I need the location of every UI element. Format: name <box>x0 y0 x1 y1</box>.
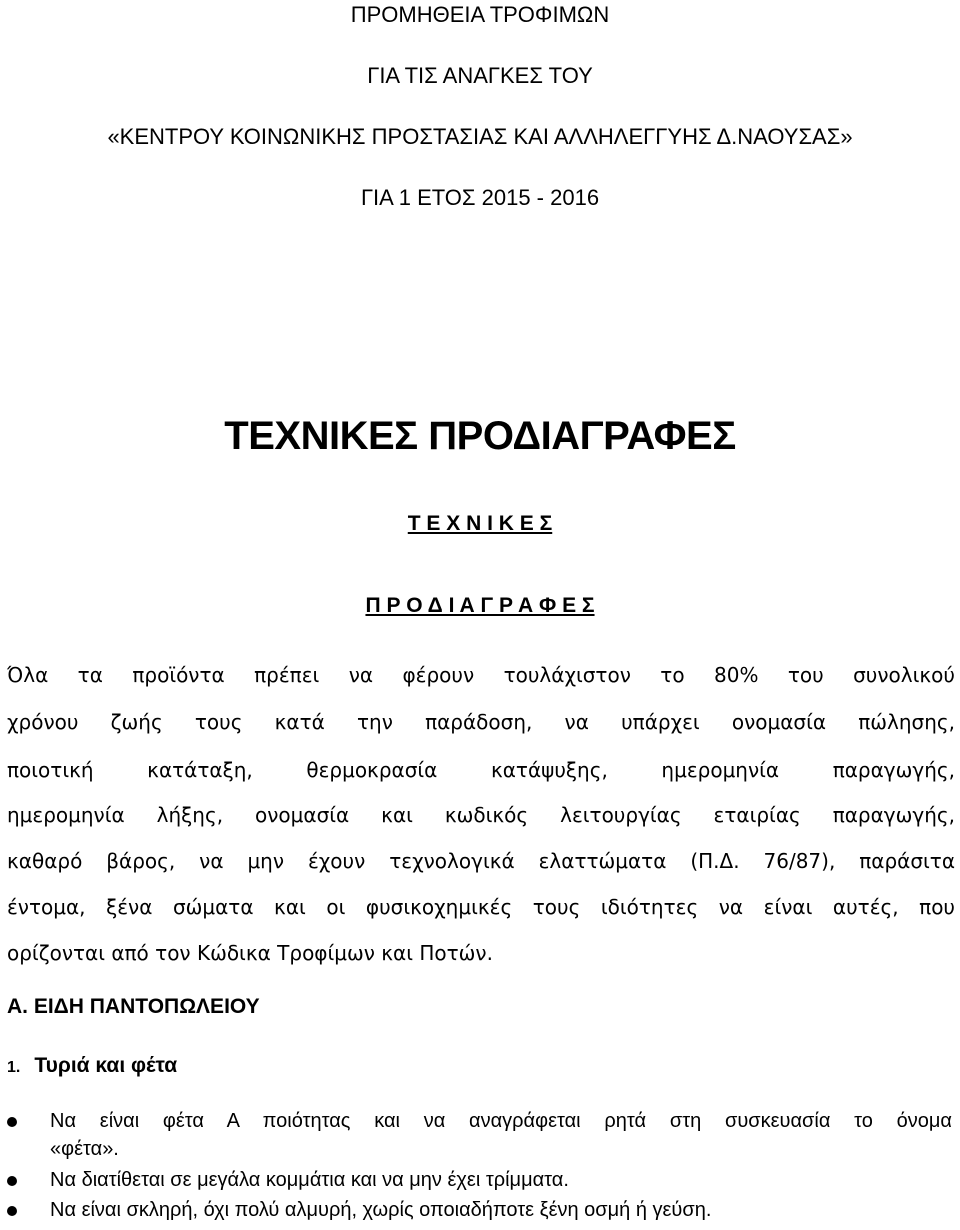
bullet-dot <box>7 1176 17 1186</box>
paragraph-line: έντομα, ξένα σώματα και οι φυσικοχημικές τους ιδιότητες να είναι αυτές, που <box>7 895 955 919</box>
paragraph-line: ορίζονται από τον Κώδικα Τροφίμων και Ποτών. <box>7 941 493 965</box>
bullet-text: Να είναι φέτα Α ποιότητας και να αναγράφεται ρητά στη συσκευασία το όνομα <box>50 1110 952 1132</box>
bullet-text: Να διατίθεται σε μεγάλα κομμάτια και να μην έχει τρίμματα. <box>50 1169 569 1191</box>
bullet-dot <box>7 1117 17 1127</box>
paragraph-line: χρόνου ζωής τους κατά την παράδοση, να υπάρχει ονομασία πώλησης, <box>7 710 955 734</box>
header-line-3: «ΚΕΝΤΡΟΥ ΚΟΙΝΩΝΙΚΗΣ ΠΡΟΣΤΑΣΙΑΣ ΚΑΙ ΑΛΛΗΛΕΓΓΥΗΣ Δ.ΝΑΟΥΣΑΣ» <box>107 124 853 149</box>
header-line-4: ΓΙΑ 1 ΕΤΟΣ 2015 - 2016 <box>360 185 600 210</box>
spaced-title-technical: Τ Ε Χ Ν Ι Κ Ε Σ <box>407 512 553 535</box>
paragraph-line: Όλα τα προϊόντα πρέπει να φέρουν τουλάχιστον το 80% του συνολικού <box>7 663 955 687</box>
spaced-title-specifications: Π Ρ Ο Δ Ι Α Γ Ρ Α Φ Ε Σ <box>365 594 595 617</box>
bullet-text: Να είναι σκληρή, όχι πολύ αλμυρή, χωρίς οποιαδήποτε ξένη οσμή ή γεύση. <box>50 1199 712 1221</box>
paragraph-line: ημερομηνία λήξης, ονομασία και κωδικός λειτουργίας εταιρίας παραγωγής, <box>7 803 955 827</box>
section-heading: Α. ΕΙΔΗ ΠΑΝΤΟΠΩΛΕΙΟΥ <box>7 995 260 1018</box>
paragraph-line: ποιοτική κατάταξη, θερμοκρασία κατάψυξης, ημερομηνία παραγωγής, <box>7 758 955 782</box>
page-title: ΤΕΧΝΙΚΕΣ ΠΡΟΔΙΑΓΡΑΦΕΣ <box>224 414 736 458</box>
paragraph-line: καθαρό βάρος, να μην έχουν τεχνολογικά ελαττώματα (Π.Δ. 76/87), παράσιτα <box>7 849 955 873</box>
item-number: 1. <box>7 1059 21 1076</box>
bullet-dot <box>7 1206 17 1216</box>
header-line-2: ΓΙΑ ΤΙΣ ΑΝΑΓΚΕΣ ΤΟΥ <box>367 63 593 88</box>
item-title: Τυριά και φέτα <box>34 1054 178 1077</box>
bullet-text-continued: «φέτα». <box>50 1138 119 1160</box>
item-heading <box>7 1052 177 1082</box>
header-line-1: ΠΡΟΜΗΘΕΙΑ ΤΡΟΦΙΜΩΝ <box>350 2 610 27</box>
